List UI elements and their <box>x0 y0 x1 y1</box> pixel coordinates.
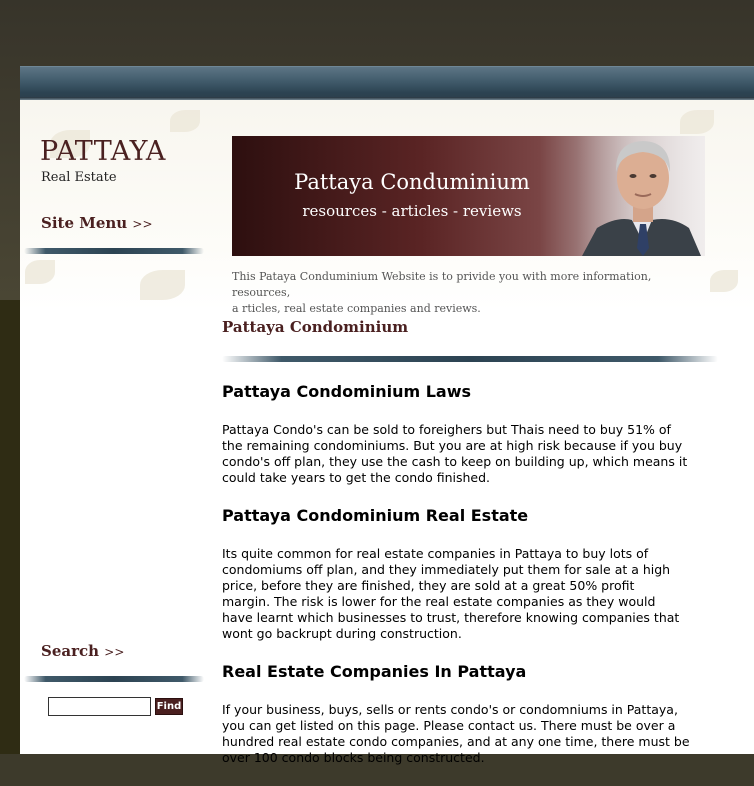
banner-title: Pattaya Conduminium <box>294 170 530 194</box>
site-menu-heading[interactable] <box>41 214 153 232</box>
intro-text <box>232 269 702 317</box>
intro-line: a rticles, real estate companies and reviews. <box>232 302 481 315</box>
leaf-decoration <box>680 110 714 134</box>
businessman-photo <box>577 136 705 256</box>
leaf-decoration <box>25 260 55 284</box>
section-paragraph: Its quite common for real estate companies in Pattaya to buy lots of condomiums off plan, and they immediately put them for sale at a high price, before they are finished, they are sold at a great 50% profit margin. The risk is lower for the real estate companies as they would have learnt which businesses to trust, therefore knowing companies that wont go backrupt during construction. <box>222 546 680 641</box>
search-label: Search <box>41 642 100 660</box>
top-bar <box>20 66 754 101</box>
header-banner <box>232 136 705 256</box>
site-menu-arrow: >> <box>132 217 153 231</box>
section-heading: Pattaya Condominium Laws <box>222 382 472 401</box>
search-heading <box>41 642 124 660</box>
leaf-decoration <box>710 270 738 292</box>
banner-subtitle: resources - articles - reviews <box>302 202 522 220</box>
leaf-decoration <box>170 110 200 132</box>
section-paragraph: If your business, buys, sells or rents condo's or condomniums in Pattaya, you can get listed on this page. Please contact us. There must be over a hundred real estate condo companies, and at any one time, there must be over 100 condo blocks being constructed. <box>222 702 690 765</box>
brand-subtitle: Real Estate <box>41 170 117 185</box>
main-content <box>222 382 724 786</box>
sidebar-menu-divider <box>24 248 204 254</box>
search-input[interactable] <box>48 697 151 716</box>
search-arrow: >> <box>104 645 125 659</box>
page-title: Pattaya Condominium <box>222 318 409 336</box>
sidebar-search-divider <box>24 676 204 682</box>
leaf-decoration <box>140 270 185 300</box>
find-button[interactable]: Find <box>155 698 183 715</box>
page-side-strip <box>0 300 20 754</box>
section-heading: Pattaya Condominium Real Estate <box>222 506 529 525</box>
content-divider <box>222 356 718 362</box>
page-container <box>20 66 754 765</box>
brand-title: PATTAYA <box>40 136 166 167</box>
section-paragraph: Pattaya Condo's can be sold to foreighers but Thais need to buy 51% of the remaining condominiums. But you are at high risk because if you buy condo's off plan, they use the cash to keep on building up, which means it could take years to get the condo finished. <box>222 422 688 485</box>
intro-line: This Pataya Conduminium Website is to privide you with more information, resources, <box>232 270 652 299</box>
site-menu-label: Site Menu <box>41 214 128 232</box>
section-heading: Real Estate Companies In Pattaya <box>222 662 527 681</box>
